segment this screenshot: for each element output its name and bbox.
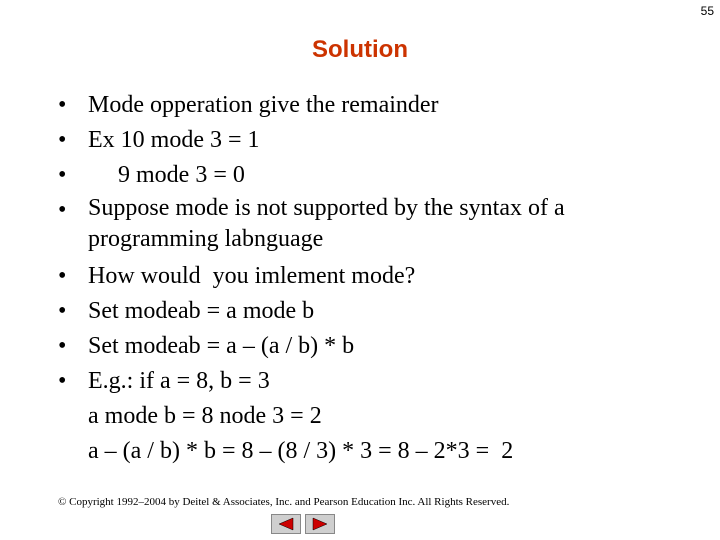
bullet-marker: • bbox=[58, 162, 67, 188]
bullet-text: E.g.: if a = 8, b = 3 bbox=[88, 368, 270, 394]
bullet-item bbox=[58, 158, 678, 193]
bullet-marker: • bbox=[58, 92, 67, 118]
continuation-line: a mode b = 8 node 3 = 2 bbox=[88, 403, 322, 429]
slide-title: Solution bbox=[312, 36, 408, 63]
bullet-text: Set modeab = a mode b bbox=[88, 298, 315, 324]
continuation-line: a – (a / b) * b = 8 – (8 / 3) * 3 = 8 – 2*3 = 2 bbox=[88, 438, 514, 464]
bullet-marker: • bbox=[58, 127, 67, 153]
page-number: 55 bbox=[700, 4, 714, 18]
bullet-marker: • bbox=[58, 197, 67, 223]
right-triangle-icon bbox=[311, 517, 329, 531]
bullet-marker: • bbox=[58, 333, 67, 359]
bullet-marker: • bbox=[58, 368, 67, 394]
bullet-item bbox=[58, 123, 678, 158]
slide-navigation bbox=[271, 514, 335, 534]
bullet-marker: • bbox=[58, 263, 67, 289]
bullet-text: Ex 10 mode 3 = 1 bbox=[88, 127, 260, 153]
previous-slide-button[interactable] bbox=[271, 514, 301, 534]
bullet-item bbox=[58, 88, 678, 123]
bullet-text: Mode opperation give the remainder bbox=[88, 92, 439, 118]
bullet-text: How would you imlement mode? bbox=[88, 263, 416, 289]
bullet-list bbox=[58, 88, 678, 469]
bullet-text: Set modeab = a – (a / b) * b bbox=[88, 333, 355, 359]
bullet-item bbox=[58, 259, 678, 294]
next-slide-button[interactable] bbox=[305, 514, 335, 534]
copyright-footer: © Copyright 1992–2004 by Deitel & Associates, Inc. and Pearson Education Inc. All Rights Reserved. bbox=[58, 496, 510, 508]
left-triangle-icon bbox=[277, 517, 295, 531]
bullet-item bbox=[58, 329, 678, 364]
bullet-text: 9 mode 3 = 0 bbox=[88, 162, 245, 188]
bullet-text: Suppose mode is not supported by the syntax of a programming labnguage bbox=[88, 195, 565, 252]
bullet-marker: • bbox=[58, 298, 67, 324]
bullet-item bbox=[58, 193, 678, 255]
bullet-item bbox=[58, 364, 678, 399]
bullet-item bbox=[58, 294, 678, 329]
